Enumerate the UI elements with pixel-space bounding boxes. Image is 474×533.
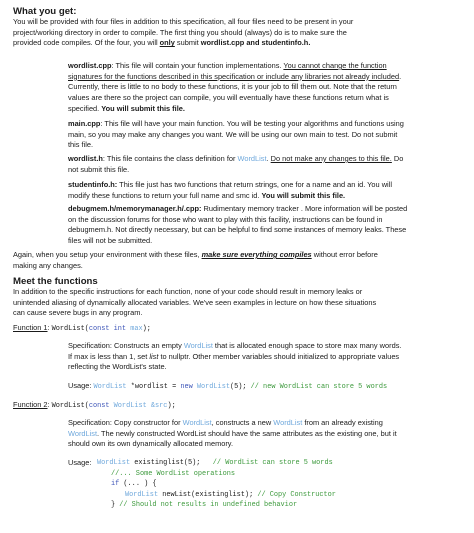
code-line: if (... ) {	[111, 480, 157, 488]
file-name: wordlist.cpp	[68, 61, 112, 70]
intro-line-3: provided code compiles. Of the four, you will only submit wordlist.cpp and studentinfo.h.	[13, 38, 311, 48]
file-wordlist-h: wordlist.h: This file contains the class definition for WordList. Do not make any changes to this file. Do not submit this file.	[68, 154, 404, 174]
file-name: studentinfo.h:	[68, 180, 118, 189]
function-2-signature: Function 2: WordList(const WordList &src);	[13, 400, 176, 410]
function-1-signature: Function 1: WordList(const int max);	[13, 323, 151, 333]
what-you-get-heading: What you get:	[13, 6, 77, 17]
file-name: debugmem.h/memorymanager.h/.cpp:	[68, 204, 202, 213]
intro-line-1: You will be provided with four files in addition to this specification, all four files need to be present in your	[13, 17, 354, 26]
function-2-code-block	[97, 458, 336, 511]
file-main-cpp: main.cpp: This file will have your main function. You will be testing your algorithms and functions using main, so you may make any changes you want. We will be using our own main to test. Do not submit this file.	[68, 119, 404, 150]
file-name: main.cpp	[68, 119, 101, 128]
file-name: wordlist.h	[68, 154, 103, 163]
file-debugmem: debugmem.h/memorymanager.h/.cpp: Rudimentary memory tracker . More information will be posted on the discussion forums for those who want to play with this facility, instructions can be found in debugmem.h. Not directly necessary, but can be helpful to find some instances of memory leaks. These files will not be submitted.	[68, 204, 408, 246]
function-1-usage: Usage: WordList *wordlist = new WordList(5); // new WordList can store 5 words	[68, 381, 388, 391]
file-studentinfo-h: studentinfo.h: This file just has two functions that return strings, one for a name and an id. You will modify these functions to return your full name and smc id. You will submit this file.	[68, 180, 392, 200]
intro-line-2: project/working directory in order to compile. The first thing you should (always) do is to make sure the	[13, 27, 347, 37]
file-wordlist-cpp: wordlist.cpp: This file will contain your function implementations. You cannot change the function signatures for the functions described in this specification or include any libraries not already included. Currently, there is little to no body to these functions, it is your job to fill them out. Note that the return values are there so the project can compile, you will eventually have these functions return what is specified. You will submit this file.	[68, 61, 402, 113]
code-line: //... Some WordList operations	[111, 469, 236, 478]
code-line: WordList newList(existinglist); // Copy Constructor	[125, 490, 336, 499]
function-1-spec: Specification: Constructs an empty WordList that is allocated enough space to store max many words. If max is less than 1, set list to nullptr. Other member variables should initialized to appropriate values reflecting the WordList's state.	[68, 341, 402, 372]
function-2-usage-label: Usage:	[68, 458, 92, 467]
meet-functions-heading: Meet the functions	[13, 276, 98, 287]
code-line: WordList existinglist(5); // WordList can store 5 words	[97, 459, 333, 467]
again-paragraph: Again, when you setup your environment with these files, make sure everything compiles without error before making any changes.	[13, 250, 378, 270]
code-line: } // Should not results in undefined behavior	[111, 501, 298, 509]
meet-paragraph: In addition to the specific instructions for each function, none of your code should result in memory leaks or unintended aliasing of dynamically allocated variables. We've seen examples in lecture on how these situations can cause severe bugs in any program.	[13, 287, 377, 318]
function-2-spec: Specification: Copy constructor for WordList, constructs a new WordList from an already existing WordList. The newly constructed WordList should have the same attributes as the existing one, but it should own its own dynamically allocated memory.	[68, 418, 397, 449]
intro-paragraph	[13, 17, 353, 49]
